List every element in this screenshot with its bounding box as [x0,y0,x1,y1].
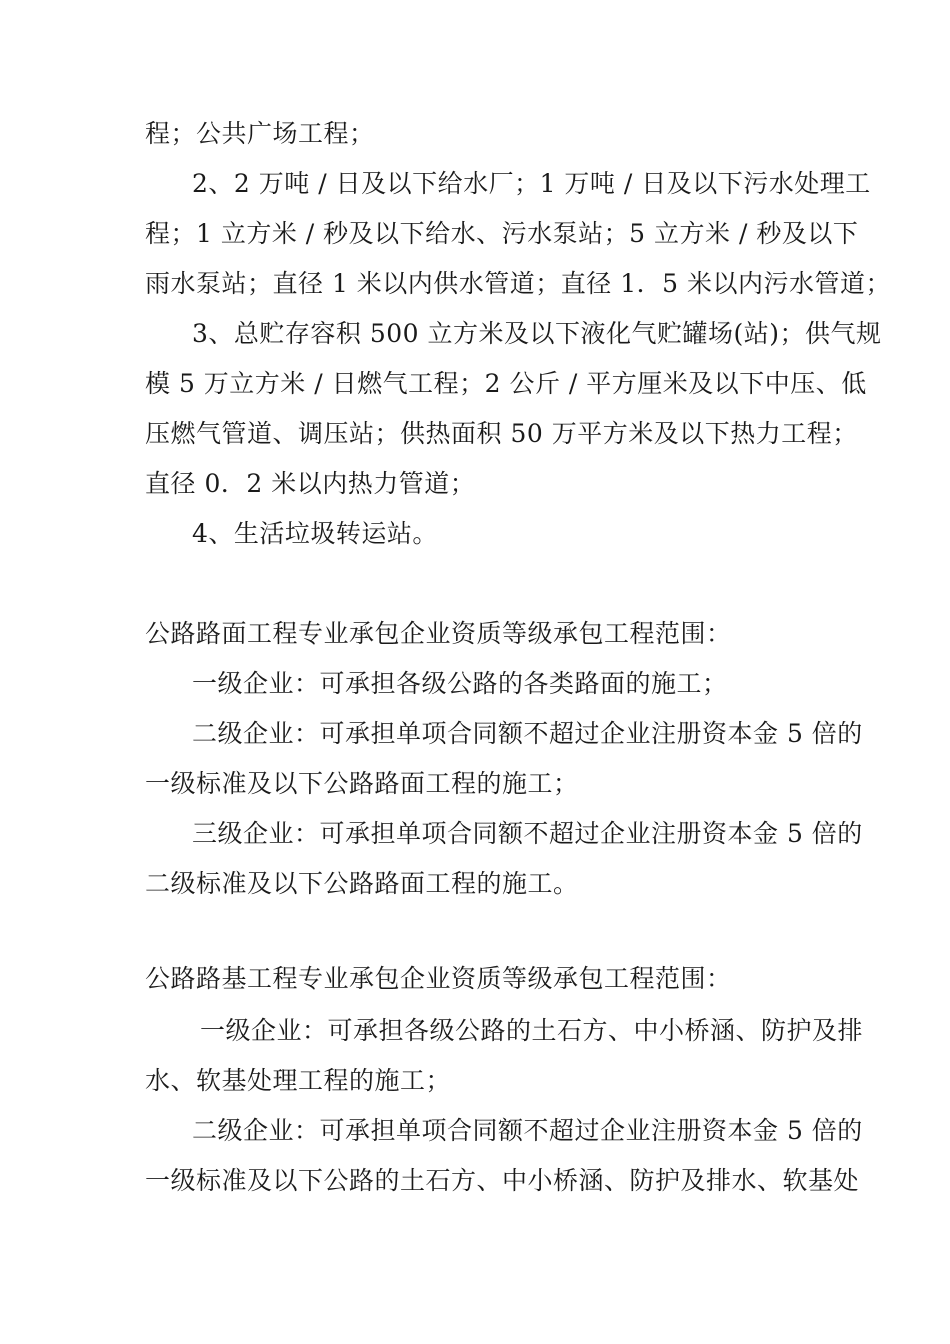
text-line: 一级企业：可承担各级公路的各类路面的施工； [192,669,728,698]
text-line: 一级标准及以下公路路面工程的施工； [145,769,579,798]
text-line: 2、2 万吨 / 日及以下给水厂；1 万吨 / 日及以下污水处理工 [192,169,871,198]
text-line: 水、软基处理工程的施工； [145,1066,452,1095]
text-line: 雨水泵站；直径 1 米以内供水管道；直径 1．5 米以内污水管道； [145,269,892,298]
text-line: 三级企业：可承担单项合同额不超过企业注册资本金 5 倍的 [192,819,863,848]
text-line: 程；公共广场工程； [145,119,375,148]
text-line: 一级标准及以下公路的土石方、中小桥涵、防护及排水、软基处 [145,1166,860,1195]
section-heading: 公路路面工程专业承包企业资质等级承包工程范围： [145,619,732,648]
text-line: 3、总贮存容积 500 立方米及以下液化气贮罐场(站)；供气规 [192,319,882,348]
text-line: 直径 0．2 米以内热力管道； [145,469,476,498]
text-line: 二级企业：可承担单项合同额不超过企业注册资本金 5 倍的 [192,719,863,748]
section-heading: 公路路基工程专业承包企业资质等级承包工程范围： [145,964,732,993]
text-line: 程；1 立方米 / 秒及以下给水、污水泵站；5 立方米 / 秒及以下 [145,219,859,248]
text-line: 二级企业：可承担单项合同额不超过企业注册资本金 5 倍的 [192,1116,863,1145]
text-line: 二级标准及以下公路路面工程的施工。 [145,869,579,898]
text-line: 模 5 万立方米 / 日燃气工程；2 公斤 / 平方厘米及以下中压、低 [145,369,867,398]
text-line: 压燃气管道、调压站；供热面积 50 万平方米及以下热力工程； [145,419,858,448]
text-line: 一级企业：可承担各级公路的土石方、中小桥涵、防护及排 [200,1016,864,1045]
text-line: 4、生活垃圾转运站。 [192,519,438,548]
